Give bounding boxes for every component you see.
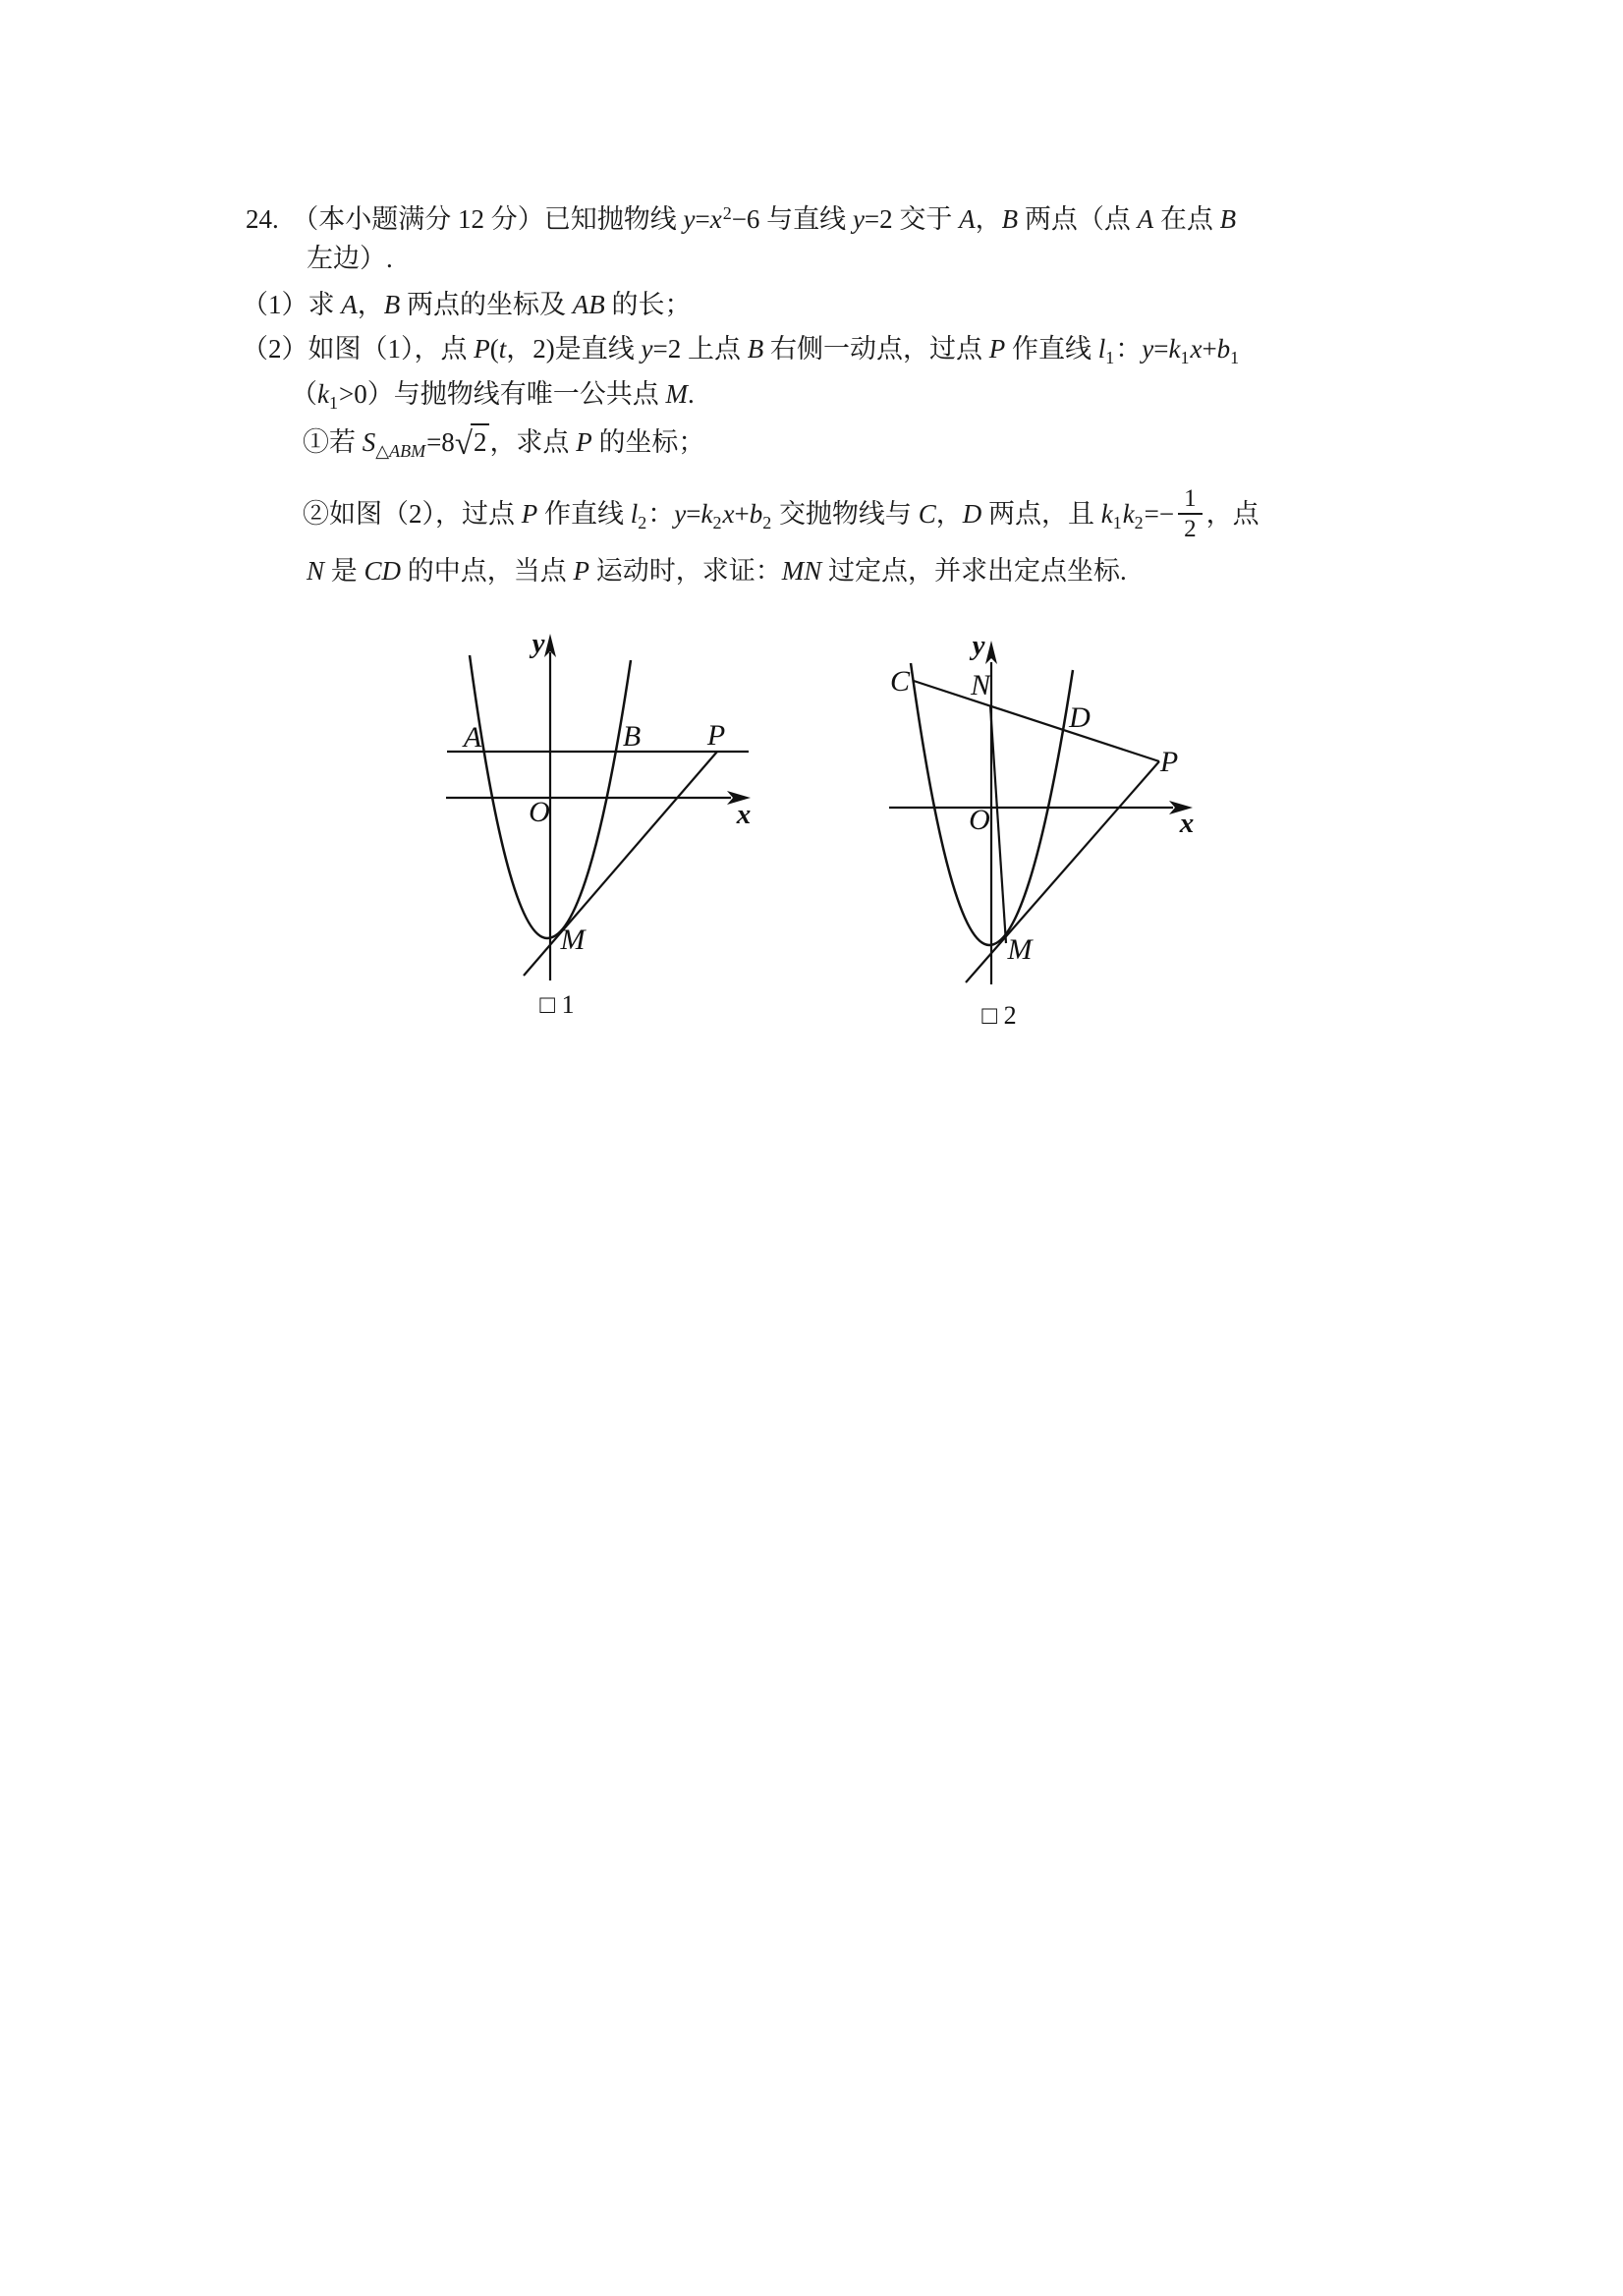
fig2-label-N: N	[970, 669, 991, 701]
math-segment: k	[700, 499, 713, 530]
math-segment: D	[962, 499, 982, 530]
math-segment: 的中点，当点	[401, 556, 574, 586]
math-segment: 两点的坐标及	[400, 290, 573, 319]
math-segment: ：	[647, 499, 675, 530]
fig2-label-P: P	[1159, 746, 1179, 778]
problem-line-2	[307, 242, 393, 275]
fig2-label-C: C	[889, 665, 911, 698]
math-segment: B	[747, 334, 764, 364]
math-segment: AB	[572, 290, 605, 319]
figure-2	[865, 619, 1228, 1041]
math-segment: 2	[638, 513, 647, 533]
math-segment: 1	[1230, 348, 1240, 367]
fig2-caption: □ 2	[981, 1001, 1017, 1030]
math-segment: P	[521, 499, 538, 530]
math-segment: 的坐标；	[591, 427, 705, 457]
math-segment: N	[307, 556, 325, 586]
math-segment: $\frac{1}{2}$	[1178, 485, 1203, 542]
problem-line-1	[246, 202, 1236, 239]
math-segment: ②如图（2），过点	[303, 499, 522, 530]
math-segment: b	[749, 499, 763, 530]
math-segment: x	[722, 499, 735, 530]
math-segment: +	[1202, 334, 1217, 364]
fig1-label-M: M	[560, 924, 586, 956]
problem-line-6	[303, 423, 704, 462]
math-segment: C	[918, 499, 936, 530]
problem-line-5	[291, 377, 695, 414]
math-segment: k	[1122, 499, 1135, 530]
figure-1	[432, 619, 776, 1032]
math-segment: l	[1097, 334, 1106, 364]
math-segment: =	[695, 204, 710, 234]
math-segment: y	[852, 204, 865, 234]
math-segment: ，	[357, 290, 384, 319]
math-segment: B	[1219, 204, 1237, 234]
math-segment: 2	[762, 513, 772, 533]
math-segment: B	[1001, 204, 1019, 234]
math-segment: .	[687, 379, 695, 409]
math-segment: P	[573, 556, 590, 586]
math-segment: 2	[712, 513, 722, 533]
math-segment: 在点	[1153, 204, 1220, 234]
fig1-label-B: B	[622, 720, 642, 753]
math-segment: A	[959, 204, 976, 234]
math-segment: =−	[1144, 499, 1175, 530]
math-segment: −6 与直线	[731, 204, 853, 234]
math-segment: 右侧一动点，过点	[763, 334, 989, 364]
math-segment: √ 2	[455, 423, 490, 461]
math-segment: P	[474, 334, 490, 364]
fig2-line-nm	[990, 705, 1006, 943]
math-segment: （2）如图（1），点	[242, 334, 475, 364]
fig1-label-P: P	[706, 719, 726, 752]
math-segment: =2 交于	[864, 204, 960, 234]
fig1-label-A: A	[463, 721, 482, 754]
math-segment: k	[1168, 334, 1181, 364]
math-segment: +	[734, 499, 750, 530]
math-segment: t	[498, 334, 507, 364]
math-segment: 是	[324, 556, 364, 586]
fig2-line-pm	[966, 761, 1159, 982]
math-segment: （1）求	[242, 290, 342, 319]
problem-line-7	[303, 485, 1259, 545]
math-segment: ，	[975, 204, 1002, 234]
fig1-label-y: y	[532, 628, 545, 659]
fig2-label-M: M	[1007, 933, 1033, 966]
math-segment: A	[341, 290, 358, 319]
math-segment: l	[630, 499, 639, 530]
math-segment: 24.	[246, 204, 279, 234]
math-segment: ，	[935, 499, 963, 530]
math-segment: 2	[722, 203, 732, 223]
math-segment: =	[686, 499, 701, 530]
fig2-label-D: D	[1069, 701, 1091, 734]
math-segment: 运动时，求证：	[589, 556, 782, 586]
math-segment: 的长；	[604, 290, 692, 319]
math-segment: >0）与抛物线有唯一公共点	[338, 379, 666, 409]
fig2-line-cdp	[914, 681, 1159, 761]
math-segment: 作直线	[537, 499, 631, 530]
math-segment: ，求点	[489, 427, 577, 457]
math-segment: x	[1190, 334, 1203, 364]
fig2-label-y: y	[972, 630, 985, 661]
math-segment: （	[291, 379, 317, 409]
math-segment: 过定点，并求出定点坐标.	[821, 556, 1127, 586]
problem-line-8	[307, 554, 1127, 588]
math-segment: 作直线	[1005, 334, 1098, 364]
math-segment: P	[988, 334, 1006, 364]
math-segment: (	[489, 334, 499, 364]
math-segment: y	[1142, 334, 1154, 364]
math-segment: MN	[781, 556, 822, 586]
math-segment: ，点	[1205, 499, 1259, 530]
math-segment: 左边）.	[307, 244, 393, 273]
math-segment: CD	[364, 556, 402, 586]
math-segment: y	[683, 204, 696, 234]
math-segment: （本小题满分 12 分）已知抛物线	[278, 204, 684, 234]
math-segment: y	[641, 334, 653, 364]
math-segment: ，2)是直线	[506, 334, 642, 364]
math-segment: ：	[1115, 334, 1143, 364]
math-segment: △ABM	[375, 441, 426, 461]
math-segment: =	[1153, 334, 1169, 364]
math-segment: 两点，且	[981, 499, 1101, 530]
problem-line-3	[242, 288, 692, 321]
math-segment: 1	[1105, 348, 1115, 367]
math-segment: 1	[328, 393, 338, 413]
math-segment: 交抛物线与	[772, 499, 919, 530]
fig1-tangent-line-pm	[524, 752, 717, 976]
fig1-caption: □ 1	[539, 990, 575, 1019]
math-segment: x	[709, 204, 722, 234]
problem-line-4	[242, 332, 1240, 368]
math-segment: 1	[1112, 513, 1122, 533]
fig2-label-x: x	[1179, 808, 1195, 839]
math-segment: A	[1137, 204, 1154, 234]
math-segment: M	[665, 379, 688, 409]
math-segment: P	[576, 427, 592, 457]
math-segment: 两点（点	[1018, 204, 1138, 234]
math-segment: 2	[1134, 513, 1144, 533]
math-segment: k	[317, 379, 329, 409]
math-segment: =2 上点	[652, 334, 748, 364]
math-segment: y	[674, 499, 687, 530]
math-segment: k	[1100, 499, 1113, 530]
math-segment: S	[362, 427, 376, 457]
fig2-label-O: O	[969, 804, 990, 836]
math-segment: b	[1216, 334, 1231, 364]
math-segment: 1	[1180, 348, 1190, 367]
math-segment: B	[383, 290, 401, 319]
math-segment: ①若	[303, 427, 363, 457]
fig1-label-O: O	[529, 796, 550, 828]
math-segment: =8	[426, 427, 455, 457]
fig1-label-x: x	[736, 799, 752, 830]
fig2-y-axis-arrow-icon	[985, 641, 997, 664]
